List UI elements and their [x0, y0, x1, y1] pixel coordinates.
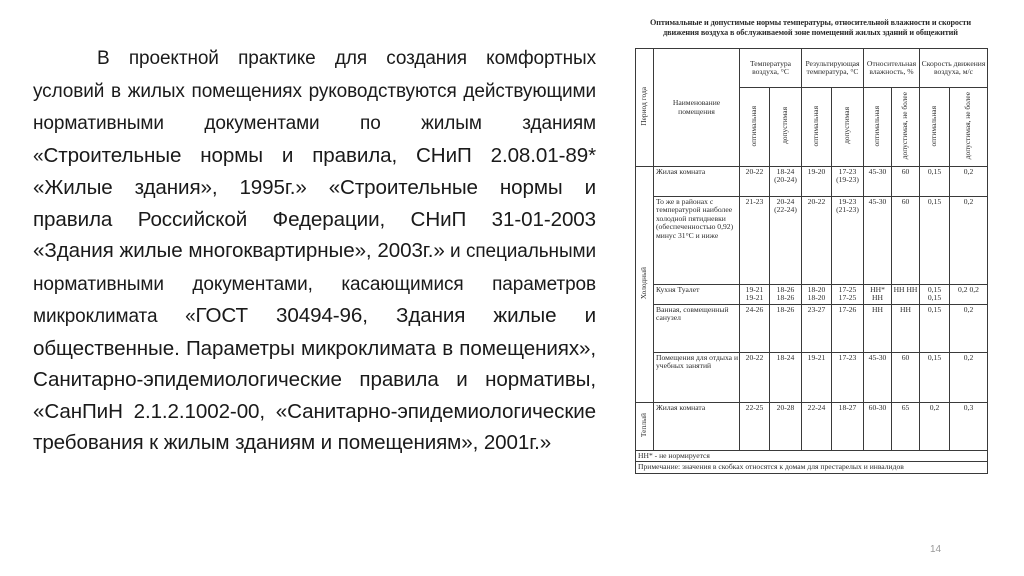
table-cell: 22-24	[802, 403, 832, 451]
document-references-1: Строительные нормы и правила, СНиП 2.08.01-89* «Жилые здания», 1995г.» «Строительные нормы и правила Российской Федерации, СНиП 31-01-2003 «Здания жилые многоквартирные», 2003г.»	[33, 143, 596, 262]
table-cell: 20-22	[802, 197, 832, 285]
table-cell: 0,2	[950, 167, 988, 197]
subheader: допустимая	[770, 88, 802, 167]
norms-table-image	[626, 14, 995, 504]
table-cell: 23-27	[802, 305, 832, 353]
table-cell: 60	[892, 167, 920, 197]
subheader: допустимая	[832, 88, 864, 167]
subheader: оптимальная	[740, 88, 770, 167]
table-cell: 18-27	[832, 403, 864, 451]
table-cell: 0,2	[950, 197, 988, 285]
table-cell: 17-26	[832, 305, 864, 353]
table-cell: НН НН	[892, 285, 920, 305]
page-number: 14	[930, 544, 942, 555]
table-cell: 24-26	[740, 305, 770, 353]
table-cell: НН	[864, 305, 892, 353]
table-cell: 45-30	[864, 167, 892, 197]
table-cell: 18-24	[770, 353, 802, 403]
table-cell: 18-24 (20-24)	[770, 167, 802, 197]
table-cell: НН	[892, 305, 920, 353]
table-note-nn: НН* - не нормируется	[636, 451, 988, 462]
table-cell: 18-26	[770, 305, 802, 353]
room-name: Кухня Туалет	[654, 285, 740, 305]
subheader: допустимая, не более	[892, 88, 920, 167]
table-cell: 22-25	[740, 403, 770, 451]
room-name: Ванная, совмещенный санузел	[654, 305, 740, 353]
table-cell: 17-23 (19-23)	[832, 167, 864, 197]
document-references-2: ГОСТ 30494-96, Здания жилые и общественные. Параметры микроклимата в помещениях», Санитарно-эпидемиологические правила и нормативы, «СанПиН 2.1.2.1002-00, «Санитарно-эпидемиологические требования к жилым зданиям и помещениям», 2001г.»	[33, 304, 596, 454]
table-cell: 20-22	[740, 353, 770, 403]
table-cell: 65	[892, 403, 920, 451]
room-name: Помещения для отдыха и учебных занятий	[654, 353, 740, 403]
header-result-temp: Результирующая температура, °С	[802, 49, 864, 88]
table-cell: 0,15	[920, 353, 950, 403]
table-cell: 0,15 0,15	[920, 285, 950, 305]
table-cell: 20-22	[740, 167, 770, 197]
season-warm: Теплый	[636, 403, 654, 451]
table-cell: 21-23	[740, 197, 770, 285]
table-cell: 0,2	[950, 305, 988, 353]
table-cell: 45-30	[864, 353, 892, 403]
room-name: Жилая комната	[654, 167, 740, 197]
subheader: допустимая, не более	[950, 88, 988, 167]
header-period: Период года	[636, 49, 654, 167]
season-cold: Холодный	[636, 167, 654, 403]
subheader: оптимальная	[920, 88, 950, 167]
table-cell: 0,3	[950, 403, 988, 451]
room-name: Жилая комната	[654, 403, 740, 451]
table-cell: 19-23 (21-23)	[832, 197, 864, 285]
table-cell: 17-25 17-25	[832, 285, 864, 305]
header-air-temp: Температура воздуха, °С	[740, 49, 802, 88]
room-name: То же в районах с температурой наиболее холодной пятидневки (обеспеченностью 0,92) минус 31°С и ниже	[654, 197, 740, 285]
table-cell: 20-28	[770, 403, 802, 451]
table-cell: 20-24 (22-24)	[770, 197, 802, 285]
table-cell: 45-30	[864, 197, 892, 285]
intro-text: В проектной практике для создания комфортных условий в жилых помещениях руководствуются действующими нормативными документами по жилым зданиям «	[33, 48, 596, 167]
header-room-name: Наименование помещения	[654, 49, 740, 167]
subheader: оптимальная	[864, 88, 892, 167]
table-cell: 18-20 18-20	[802, 285, 832, 305]
table-cell: 18-26 18-26	[770, 285, 802, 305]
table-cell: 0,15	[920, 305, 950, 353]
table-cell: 60	[892, 197, 920, 285]
table-cell: 19-20	[802, 167, 832, 197]
norms-table	[635, 48, 988, 474]
header-humidity: Относительная влажность, %	[864, 49, 920, 88]
table-cell: 19-21 19-21	[740, 285, 770, 305]
header-air-speed: Скорость движения воздуха, м/с	[920, 49, 988, 88]
main-paragraph	[33, 42, 596, 459]
subheader: оптимальная	[802, 88, 832, 167]
table-cell: 0,2 0,2	[950, 285, 988, 305]
table-title: Оптимальные и допустимые нормы температуры, относительной влажности и скорости движения воздуха в обслуживаемой зоне помещений жилых зданий и общежитий	[650, 18, 971, 37]
middle-text: и специальными нормативными документами, касающимися параметров микроклимата «	[33, 241, 596, 327]
table-cell: 60	[892, 353, 920, 403]
table-cell: 19-21	[802, 353, 832, 403]
table-cell: 17-23	[832, 353, 864, 403]
table-cell: НН* НН	[864, 285, 892, 305]
table-cell: 0,15	[920, 167, 950, 197]
table-cell: 0,2	[920, 403, 950, 451]
table-cell: 60-30	[864, 403, 892, 451]
table-cell: 0,2	[950, 353, 988, 403]
table-note: Примечание: значения в скобках относятся к домам для престарелых и инвалидов	[636, 462, 988, 473]
table-cell: 0,15	[920, 197, 950, 285]
